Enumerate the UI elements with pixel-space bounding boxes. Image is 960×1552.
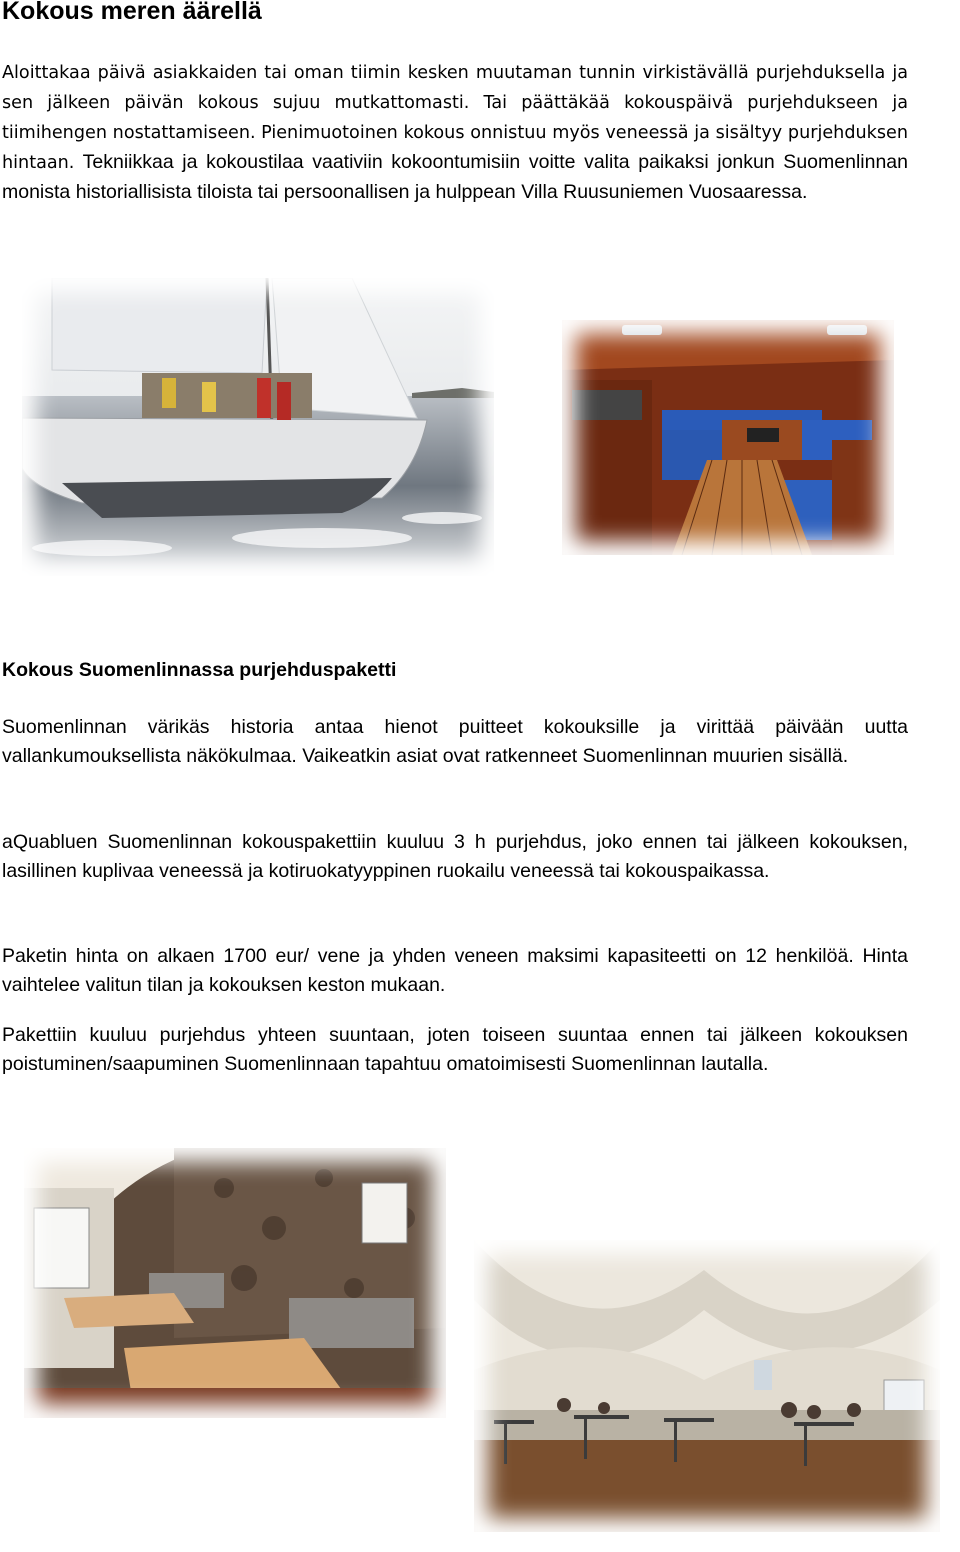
- vaulted-room-photo: [474, 1240, 940, 1532]
- section-heading: Kokous Suomenlinnassa purjehduspaketti: [2, 659, 397, 681]
- intro-text-3: Tekniikkaa ja kokoustilaa vaativiin kokoontumisiin voitte valita paikaksi jonkun Suomenlinnan monista historiallisista tiloista tai persoonallisen ja hulppean Villa Ruusuniemen Vuosaaressa.: [2, 151, 908, 203]
- intro-text-2: Pienimuotoinen kokous onnistuu myös veneessä ja sisältyy purjehduksen hintaan.: [2, 123, 908, 173]
- paragraph-package: aQuabluen Suomenlinnan kokouspakettiin kuuluu 3 h purjehdus, joko ennen tai jälkeen kokouksen, lasillinen kuplivaa veneessä ja kotiruokatyyppinen ruokailu veneessä tai kokouspaikassa.: [2, 831, 908, 882]
- sailboat-photo: [22, 278, 494, 576]
- intro-paragraph: [2, 58, 908, 207]
- stone-hall-photo: [24, 1148, 446, 1418]
- page-title: Kokous meren äärellä: [2, 0, 262, 25]
- paragraph-ferry: Pakettiin kuuluu purjehdus yhteen suuntaan, joten toiseen suuntaa ennen tai jälkeen kokouksen poistuminen/saapuminen Suomenlinnaan tapahtuu omatoimisesti Suomenlinnan lautalla.: [2, 1024, 908, 1075]
- paragraph-history: Suomenlinnan värikäs historia antaa hienot puitteet kokouksille ja virittää päivään uutta vallankumouksellista näkökulmaa. Vaikeatkin asiat ovat ratkenneet Suomenlinnan muurien sisällä.: [2, 716, 908, 767]
- yacht-cabin-photo: [562, 320, 894, 555]
- paragraph-price: Paketin hinta on alkaen 1700 eur/ vene ja yhden veneen maksimi kapasiteetti on 12 henkilöä. Hinta vaihtelee valitun tilan ja kokouksen keston mukaan.: [2, 945, 908, 996]
- intro-text-1: Aloittakaa päivä asiakkaiden tai oman tiimin kesken muutaman tunnin virkistävällä purjehduksella ja sen jälkeen päivän kokous sujuu mutkattomasti. Tai päättäkää kokouspäivä purjehdukseen ja tiimihengen nostattamiseen.: [2, 63, 908, 143]
